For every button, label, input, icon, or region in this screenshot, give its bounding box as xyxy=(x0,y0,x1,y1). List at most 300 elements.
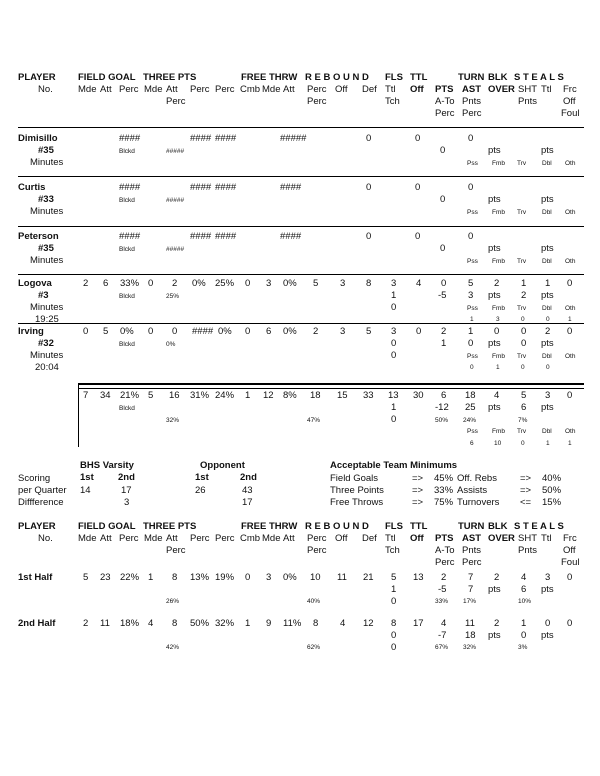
h-pts: 17 xyxy=(413,618,424,629)
trv: Trv xyxy=(517,305,527,312)
three-att: 2 xyxy=(172,278,178,289)
h-steal-perc: 3% xyxy=(518,644,528,651)
h-reb-ttl: 12 xyxy=(363,618,374,629)
sub-ast: PTS xyxy=(435,533,454,544)
opp-diff: 17 xyxy=(242,497,253,508)
min-val: 75% xyxy=(434,497,454,508)
min-label: Turnovers xyxy=(457,497,500,508)
col-fls: FLS xyxy=(385,521,403,532)
sub-off: Off xyxy=(563,545,576,556)
pss-val: 6 xyxy=(470,440,474,447)
sub-mde: Mde xyxy=(144,533,163,544)
sub-att: Att xyxy=(166,84,178,95)
three-perc: #### xyxy=(190,231,212,242)
h-ft-perc: 0% xyxy=(283,572,297,583)
dbl: Dbl xyxy=(542,209,552,216)
sub-tch: Tch xyxy=(385,96,400,107)
pss: Pss xyxy=(467,428,478,435)
fmb: Fmb xyxy=(492,305,505,312)
trv-val: 0 xyxy=(521,364,525,371)
three-att-perc: ##### xyxy=(166,246,185,253)
sub-perc3: Perc xyxy=(462,108,482,119)
ft-att: 3 xyxy=(266,278,272,289)
tot-turnover: 18 xyxy=(465,390,476,401)
fmb: Fmb xyxy=(492,258,505,265)
tot-ast: 6 xyxy=(441,390,447,401)
sub-ato: A-To xyxy=(435,545,455,556)
min-label: Three Points xyxy=(330,485,384,496)
trv: Trv xyxy=(517,428,527,435)
oth: Oth xyxy=(565,353,576,360)
col-player: PLAYER xyxy=(18,72,56,83)
sub-off: Ttl xyxy=(385,533,396,544)
fg-mde: 2 xyxy=(83,278,89,289)
tot-three-mde: 5 xyxy=(148,390,154,401)
h-fg-mde: 5 xyxy=(83,572,89,583)
h-off-tch-perc: 0 xyxy=(391,642,397,653)
steal-pts: pts xyxy=(541,145,554,156)
blk: 0 xyxy=(494,326,500,337)
tot-blocked: Blckd xyxy=(119,405,135,412)
opp-col-1st: 1st xyxy=(195,472,209,483)
dbl-val: 0 xyxy=(546,316,550,323)
cmb-perc: #### xyxy=(215,133,237,144)
sub-att: Att xyxy=(100,533,112,544)
sub-att: Att xyxy=(100,84,112,95)
sub-def: Off xyxy=(335,533,348,544)
tot-off-tch: 1 xyxy=(391,402,397,413)
min-op: <= xyxy=(520,497,532,508)
minutes-value: 19:25 xyxy=(35,314,59,325)
row-divider xyxy=(18,274,584,275)
col-field-goal: FIELD GOAL xyxy=(78,72,136,83)
turnover: 0 xyxy=(468,133,474,144)
h-turn-perc: 17% xyxy=(463,598,477,605)
min-label: Off. Rebs xyxy=(457,473,497,484)
team-title: BHS Varsity xyxy=(80,460,134,471)
h-ft-att: 9 xyxy=(266,618,272,629)
ft-perc: 0% xyxy=(283,278,297,289)
pts: 4 xyxy=(416,278,422,289)
pts: 0 xyxy=(415,231,421,242)
h-reb-def: 11 xyxy=(337,572,347,583)
oth: Oth xyxy=(565,209,576,216)
turn-pnts: 0 xyxy=(468,338,474,349)
dbl: Dbl xyxy=(542,258,552,265)
player-name: Irving xyxy=(18,326,44,337)
turn-pts-label: pts xyxy=(488,290,501,301)
cmb-perc: 0% xyxy=(218,326,232,337)
bhs-q1: 14 xyxy=(80,485,91,496)
opponent-title: Opponent xyxy=(200,460,245,471)
three-att-perc: ##### xyxy=(166,148,185,155)
sub-sht: OVER xyxy=(488,84,515,95)
steal-pts: pts xyxy=(541,194,554,205)
ft-mde: 0 xyxy=(245,326,251,337)
tot-blk: 4 xyxy=(494,390,500,401)
sub-att: Att xyxy=(166,533,178,544)
col-rebound: R E B O U N D xyxy=(305,72,369,83)
min-label: Assists xyxy=(457,485,488,496)
h-three-mde: 4 xyxy=(148,618,154,629)
sub-ttl: Def xyxy=(362,84,377,95)
h-ft-perc: 11% xyxy=(283,618,302,629)
min-op: => xyxy=(412,497,424,508)
player-name: Logova xyxy=(18,278,52,289)
tot-three-perc: 31% xyxy=(190,390,210,401)
steal-pnts: 2 xyxy=(521,290,527,301)
minutes-label: Minutes xyxy=(30,157,64,168)
fg-perc: 0% xyxy=(120,326,134,337)
h-off-reb-perc: 62% xyxy=(307,644,321,651)
oth-val: 1 xyxy=(568,316,572,323)
tot-ft-att: 12 xyxy=(263,390,274,401)
dbl: Dbl xyxy=(542,160,552,167)
sub-ato: A-To xyxy=(435,96,455,107)
col-turn: TURN xyxy=(458,72,485,83)
sub-perc2: Perc xyxy=(166,96,186,107)
turnover: 5 xyxy=(468,278,474,289)
col-ttl: TTL xyxy=(410,72,428,83)
three-mde: 0 xyxy=(148,278,154,289)
h-steals-ttl: 1 xyxy=(521,618,527,629)
cmb-perc: 25% xyxy=(215,278,235,289)
sub-perc3: Perc xyxy=(462,557,482,568)
h-steals-chg: 0 xyxy=(567,572,573,583)
fmb: Fmb xyxy=(492,428,505,435)
ast-to: 0 xyxy=(440,194,446,205)
min-val: 45% xyxy=(434,473,454,484)
h-fg-mde: 2 xyxy=(83,618,89,629)
row-divider xyxy=(18,323,584,324)
h-steal-pnts: 6 xyxy=(521,584,527,595)
sub-att: Att xyxy=(283,84,295,95)
trv-val: 0 xyxy=(521,316,525,323)
pts: 0 xyxy=(415,133,421,144)
dbl: Dbl xyxy=(542,353,552,360)
sub-perc: Perc xyxy=(119,84,139,95)
col-turn: TURN xyxy=(458,521,485,532)
fg-mde: 0 xyxy=(83,326,89,337)
col-fls: FLS xyxy=(385,72,403,83)
sub-cmb: Cmb xyxy=(240,533,261,544)
sub-chg: Frc xyxy=(563,84,577,95)
fmb-val: 10 xyxy=(494,440,502,447)
three-att-perc: 0% xyxy=(166,341,176,348)
reb-def: 3 xyxy=(340,278,346,289)
totals-divider xyxy=(78,383,584,389)
h-fouls: 5 xyxy=(391,572,397,583)
scoring-label: Scoring xyxy=(18,473,51,484)
h-fg-att: 11 xyxy=(100,618,110,629)
h-blk: 2 xyxy=(494,618,500,629)
min-label: Field Goals xyxy=(330,473,379,484)
h-turn-pnts: 18 xyxy=(465,630,476,641)
min-val: 50% xyxy=(542,485,562,496)
ft-mde: 0 xyxy=(245,278,251,289)
h-three-att-perc: 26% xyxy=(166,598,180,605)
per-quarter-label: per Quarter xyxy=(18,485,67,496)
tot-ast-to: -12 xyxy=(435,402,449,413)
pss-val: 0 xyxy=(470,364,474,371)
min-val: 15% xyxy=(542,497,562,508)
col-blk: BLK xyxy=(488,72,508,83)
steals-frc: 1 xyxy=(545,278,551,289)
h-steals-frc: 0 xyxy=(545,618,551,629)
h-fg-perc: 22% xyxy=(120,572,140,583)
h-turnover: 7 xyxy=(468,572,474,583)
sub-pnts: Pnts xyxy=(462,545,482,556)
h-reb-off: 10 xyxy=(310,572,321,583)
col-ttl: TTL xyxy=(410,521,428,532)
turnover: 0 xyxy=(468,182,474,193)
col-free-thrw: FREE THRW xyxy=(241,521,298,532)
dbl: Dbl xyxy=(542,428,552,435)
sub-perc: Perc xyxy=(215,84,235,95)
tot-ft-mde: 1 xyxy=(245,390,251,401)
off-tch-perc: 0 xyxy=(391,302,397,313)
h-blk: 2 xyxy=(494,572,500,583)
reb-def: 3 xyxy=(340,326,346,337)
turn-pnts: 3 xyxy=(468,290,474,301)
h-three-perc: 13% xyxy=(190,572,210,583)
min-val: 33% xyxy=(434,485,454,496)
pss: Pss xyxy=(467,160,478,167)
min-op: => xyxy=(520,485,532,496)
sub-def: Off xyxy=(335,84,348,95)
h-steal-perc: 10% xyxy=(518,598,532,605)
min-val: 40% xyxy=(542,473,562,484)
tot-steal-perc: 7% xyxy=(518,417,528,424)
three-att-perc: ##### xyxy=(166,197,185,204)
h-fg-perc: 18% xyxy=(120,618,140,629)
ast-to: 0 xyxy=(440,243,446,254)
col-three-pts: THREE PTS xyxy=(143,72,197,83)
fg-perc: #### xyxy=(119,182,141,193)
three-mde: 0 xyxy=(148,326,154,337)
sub-perc: Perc xyxy=(119,533,139,544)
h-off-tch: 1 xyxy=(391,584,397,595)
h-cmb-perc: 32% xyxy=(215,618,235,629)
h-ast: 4 xyxy=(441,618,447,629)
tot-fg-perc: 21% xyxy=(120,390,140,401)
reb-off: 5 xyxy=(313,278,319,289)
bhs-diff: 3 xyxy=(124,497,130,508)
reb-off: 2 xyxy=(313,326,319,337)
sub-perc3: Perc xyxy=(435,557,455,568)
opp-col-2nd: 2nd xyxy=(240,472,257,483)
sub-foul: Foul xyxy=(561,557,580,568)
h-off-tch: 0 xyxy=(391,630,397,641)
reb-ttl: 0 xyxy=(366,133,372,144)
reb-ttl: 8 xyxy=(366,278,372,289)
col-player: PLAYER xyxy=(18,521,56,532)
half-label: 2nd Half xyxy=(18,618,56,629)
oth: Oth xyxy=(565,160,576,167)
player-number: #35 xyxy=(38,145,54,156)
tot-reb-def: 15 xyxy=(337,390,348,401)
tot-three-att-perc: 32% xyxy=(166,417,180,424)
tot-three-att: 16 xyxy=(169,390,180,401)
tot-ast-perc: 50% xyxy=(435,417,449,424)
pts: 0 xyxy=(416,326,422,337)
tot-steals-chg: 0 xyxy=(567,390,573,401)
dbl: Dbl xyxy=(542,305,552,312)
trv: Trv xyxy=(517,353,527,360)
h-fg-att: 23 xyxy=(100,572,111,583)
fmb-val: 1 xyxy=(496,364,500,371)
turn-pts-label: pts xyxy=(488,338,501,349)
ast: 2 xyxy=(441,326,447,337)
tot-reb-off: 18 xyxy=(310,390,321,401)
half-label: 1st Half xyxy=(18,572,53,583)
sub-frc: Ttl xyxy=(541,84,552,95)
oth: Oth xyxy=(565,258,576,265)
h-turnover: 11 xyxy=(465,618,475,629)
sub-over: AST xyxy=(462,84,481,95)
tot-turn-pnts: 25 xyxy=(465,402,476,413)
three-perc: #### xyxy=(190,133,212,144)
fouls: 3 xyxy=(391,326,397,337)
fg-perc: #### xyxy=(119,133,141,144)
trv: Trv xyxy=(517,209,527,216)
trv: Trv xyxy=(517,160,527,167)
h-turn-perc: 32% xyxy=(463,644,477,651)
sub-off: Off xyxy=(563,96,576,107)
sub-mde: Mde xyxy=(78,533,97,544)
h-fouls: 8 xyxy=(391,618,397,629)
h-off-tch-perc: 0 xyxy=(391,596,397,607)
fg-perc: 33% xyxy=(120,278,140,289)
fmb-val: 3 xyxy=(496,316,500,323)
h-turn-pts-label: pts xyxy=(488,630,501,641)
sub-mde: Mde xyxy=(262,533,281,544)
h-three-mde: 1 xyxy=(148,572,154,583)
reb-ttl: 5 xyxy=(366,326,372,337)
tot-off-tch-perc: 0 xyxy=(391,414,397,425)
reb-ttl: 0 xyxy=(366,231,372,242)
h-turn-pnts: 7 xyxy=(468,584,474,595)
col-rebound: R E B O U N D xyxy=(305,521,369,532)
sub-pnts: Pnts xyxy=(518,545,538,556)
h-cmb-perc: 19% xyxy=(215,572,235,583)
oth: Oth xyxy=(565,428,576,435)
h-ast-to: -7 xyxy=(438,630,447,641)
h-three-att: 8 xyxy=(172,618,178,629)
sub-perc2: Perc xyxy=(307,545,327,556)
turn-pts: pts xyxy=(488,243,501,254)
h-reb-off: 8 xyxy=(313,618,319,629)
h-ft-att: 3 xyxy=(266,572,272,583)
off-tch: 0 xyxy=(391,338,397,349)
sub-tch: Tch xyxy=(385,545,400,556)
h-steal-pts-label: pts xyxy=(541,584,554,595)
min-label: Free Throws xyxy=(330,497,384,508)
sub-off: Perc xyxy=(307,84,327,95)
col-three-pts: THREE PTS xyxy=(143,521,197,532)
steals-chg: 0 xyxy=(567,326,573,337)
ast-to: 1 xyxy=(441,338,447,349)
min-op: => xyxy=(412,473,424,484)
player-number: #35 xyxy=(38,243,54,254)
sub-att: Att xyxy=(283,533,295,544)
h-reb-ttl: 21 xyxy=(363,572,374,583)
dbl-val: 0 xyxy=(546,364,550,371)
sub-perc: Perc xyxy=(215,533,235,544)
pss: Pss xyxy=(467,305,478,312)
h-ast-to: -5 xyxy=(438,584,447,595)
difference-label: Diffference xyxy=(18,497,64,508)
blocked: Blckd xyxy=(119,293,135,300)
minutes-label: Minutes xyxy=(30,255,64,266)
three-perc: #### xyxy=(190,182,212,193)
h-ft-mde: 0 xyxy=(245,572,251,583)
oth-val: 1 xyxy=(568,440,572,447)
player-name: Dimisillo xyxy=(18,133,58,144)
tot-fg-mde: 7 xyxy=(83,390,89,401)
sub-pnts: Pnts xyxy=(462,96,482,107)
h-pts: 13 xyxy=(413,572,424,583)
steals-ttl: 0 xyxy=(521,326,527,337)
fmb: Fmb xyxy=(492,160,505,167)
h-ast-perc: 33% xyxy=(435,598,449,605)
three-perc: #### xyxy=(192,326,214,337)
h-ast-perc: 67% xyxy=(435,644,449,651)
ast-to: 0 xyxy=(440,145,446,156)
three-perc: 0% xyxy=(192,278,206,289)
fg-perc: #### xyxy=(119,231,141,242)
h-three-att-perc: 42% xyxy=(166,644,180,651)
tot-steal-pnts: 6 xyxy=(521,402,527,413)
h-steal-pts-label: pts xyxy=(541,630,554,641)
steal-pts-label: pts xyxy=(541,338,554,349)
ft-perc: #### xyxy=(280,231,302,242)
sub-ttl: SHT xyxy=(518,84,537,95)
blk: 2 xyxy=(494,278,500,289)
h-three-att: 8 xyxy=(172,572,178,583)
sub-perc: Perc xyxy=(190,533,210,544)
min-op: => xyxy=(412,485,424,496)
sub-no: No. xyxy=(38,84,53,95)
h-steal-pnts: 0 xyxy=(521,630,527,641)
player-number: #33 xyxy=(38,194,54,205)
player-name: Curtis xyxy=(18,182,46,193)
fmb: Fmb xyxy=(492,353,505,360)
tot-steal-pts-label: pts xyxy=(541,402,554,413)
steal-pts: pts xyxy=(541,243,554,254)
pss: Pss xyxy=(467,209,478,216)
tot-steals-frc: 3 xyxy=(545,390,551,401)
tot-cmb-perc: 24% xyxy=(215,390,235,401)
bhs-q2: 17 xyxy=(121,485,132,496)
opp-q1: 26 xyxy=(195,485,206,496)
tot-fg-att: 34 xyxy=(100,390,111,401)
blocked: Blckd xyxy=(119,341,135,348)
row-divider xyxy=(18,226,584,227)
team-col-1st: 1st xyxy=(80,472,94,483)
sub-perc3: Perc xyxy=(435,108,455,119)
col-field-goal: FIELD GOAL xyxy=(78,521,136,532)
player-name: Peterson xyxy=(18,231,59,242)
h-reb-def: 4 xyxy=(340,618,346,629)
fmb: Fmb xyxy=(492,209,505,216)
sub-chg: Frc xyxy=(563,533,577,544)
three-att-perc: 25% xyxy=(166,293,180,300)
steals-ttl: 1 xyxy=(521,278,527,289)
col-blk: BLK xyxy=(488,521,508,532)
sub-ttl: Def xyxy=(362,533,377,544)
sub-mde: Mde xyxy=(144,84,163,95)
